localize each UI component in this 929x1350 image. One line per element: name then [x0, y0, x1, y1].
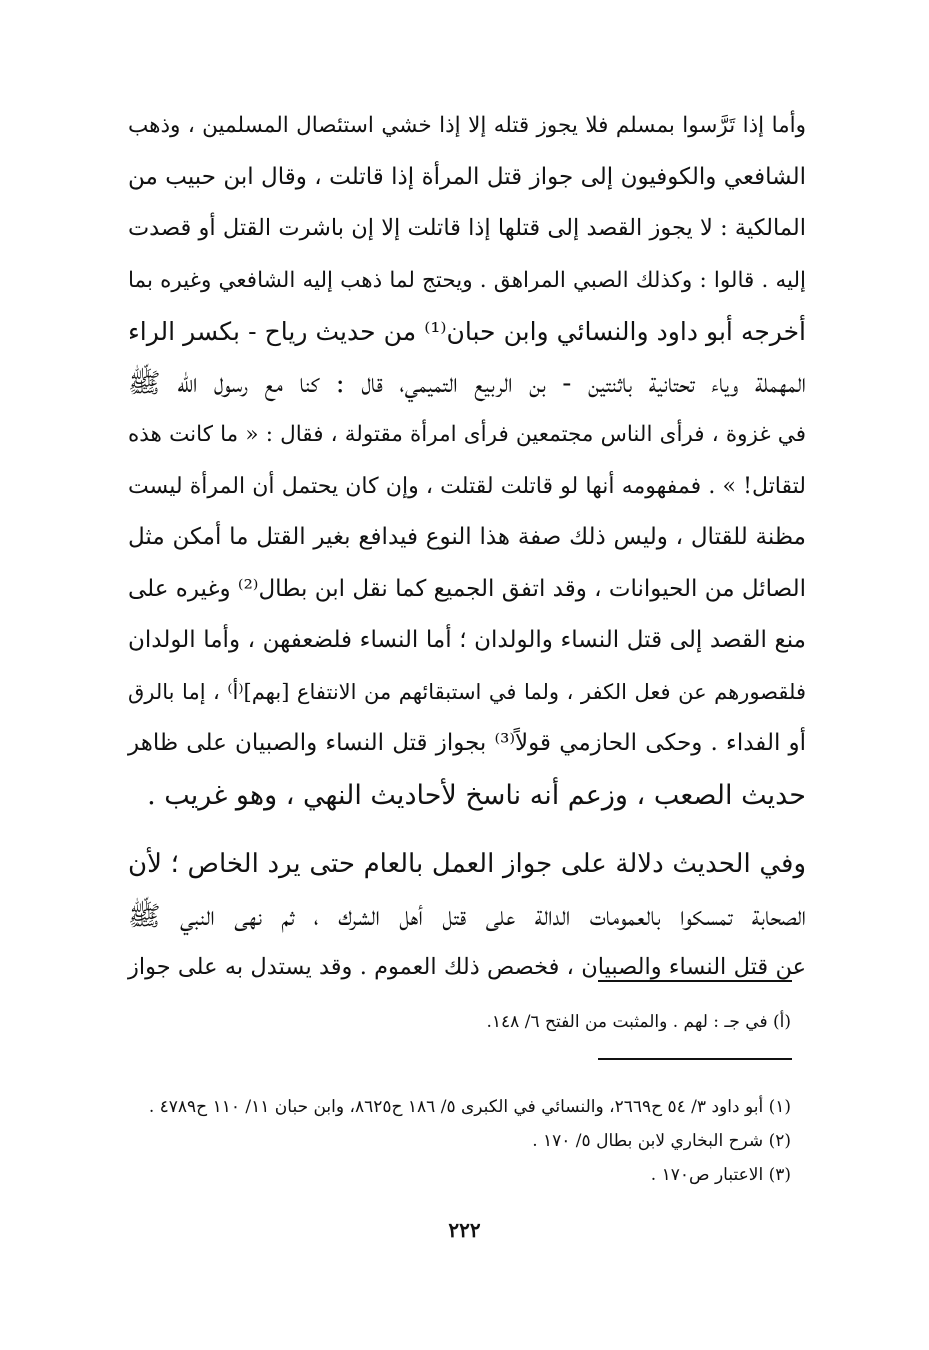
text-line: في غزوة ، فرأى الناس مجتمعين فرأى امرأة مقتولة ، فقال : « ما كانت هذه: [128, 422, 806, 447]
text-line: أخرجه أبو داود والنسائي وابن حبان⁽¹⁾ من حديث رياح - بكسر الراء: [128, 317, 806, 346]
page-number: ٢٢٢: [448, 1218, 481, 1242]
text-line: وفي الحديث دلالة على جواز العمل بالعام حتى يرد الخاص ؛ لأن: [128, 849, 806, 879]
text-line: الصائل من الحيوانات ، وقد اتفق الجميع كما نقل ابن بطال⁽²⁾ وغيره على: [127, 575, 806, 602]
text-line: منع القصد إلى قتل النساء والولدان ؛ أما النساء فلضعفهن ، وأما الولدان: [128, 627, 806, 653]
editor-note: (أ) في جـ : لهم . والمثبت من الفتح ٦/ ١٤٨.: [486, 1012, 791, 1032]
footnote: (٢) شرح البخاري لابن بطال ٥/ ١٧٠ .: [532, 1131, 791, 1151]
editor-note-divider: [598, 980, 792, 982]
text-line: لتقاتل! » . فمفهومه أنها لو قاتلت لقتلت ، وإن كان يحتمل أن المرأة ليست: [128, 473, 806, 499]
text-line: أو الفداء . وحكى الحازمي قولاً⁽³⁾ بجواز قتل النساء والصبيان على ظاهر: [128, 730, 807, 756]
text-line: فلقصورهم عن فعل الكفر ، ولما في استبقائهم من الانتفاع [بهم]⁽أ⁾ ، إما بالرق: [128, 679, 806, 704]
footnote: (٣) الاعتبار ص١٧٠ .: [650, 1165, 791, 1185]
text-line: المهملة وياء تحتانية باثنتين - بن الربيع التميمي، قال : كنا مع رسول الله ﷺ: [128, 367, 806, 399]
text-line: الشافعي والكوفيون إلى جواز قتل المرأة إذا قاتلت ، وقال ابن حبيب من: [128, 163, 806, 190]
footnotes: [149, 1090, 791, 1192]
paragraph-2: [128, 839, 806, 994]
footnotes-divider: [598, 1058, 792, 1060]
text-line: وأما إذا تَرَّسوا بمسلم فلا يجوز قتله إلا إذا خشي استئصال المسلمين ، وذهب: [128, 113, 806, 138]
text-line: المالكية : لا يجوز القصد إلى قتلها إذا قاتلت إلا إن باشرت القتل أو قصدت: [128, 215, 806, 241]
main-text: [128, 100, 806, 994]
text-line: مظنة للقتال ، وليس ذلك صفة هذا النوع فيدافع بغير القتل ما أمكن مثل: [128, 524, 806, 550]
text-line: حديث الصعب ، وزعم أنه ناسخ لأحاديث النهي ، وهو غريب .: [147, 779, 806, 811]
text-line: إليه . قالوا : وكذلك الصبي المراهق . ويحتج لما ذهب إليه الشافعي وغيره بما: [128, 267, 806, 293]
text-line: الصحابة تمسكوا بالعمومات الدالة على قتل أهل الشرك ، ثم نهى النبي ﷺ: [128, 900, 806, 932]
paragraph-spacer: [128, 821, 806, 839]
footnote: (١) أبو داود ٣/ ٥٤ ح٢٦٦٩، والنسائي في الكبرى ٥/ ١٨٦ ح٨٦٢٥، وابن حبان ١١/ ١١٠ ح٤٧٨٩ .: [148, 1097, 791, 1117]
paragraph-1: [128, 100, 806, 821]
text-line: عن قتل النساء والصبيان ، فخصص ذلك العموم . وقد يستدل به على جواز: [128, 954, 806, 980]
